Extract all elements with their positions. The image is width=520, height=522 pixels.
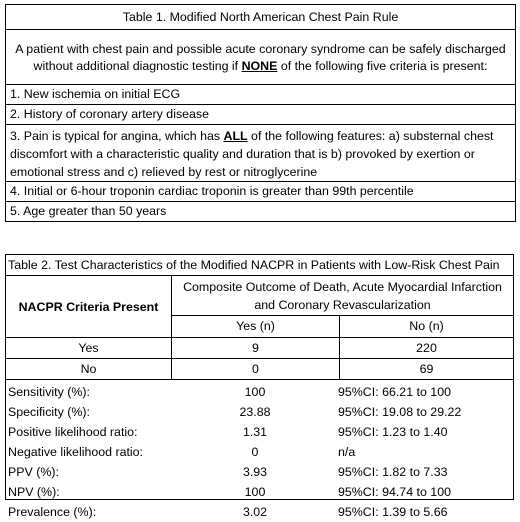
row-label: Yes (6, 338, 172, 358)
intro-text-b: of the following five criteria is present: (277, 59, 488, 73)
stat-value: 100 (244, 485, 266, 499)
stat-ci: 95%CI: 1.39 to 5.66 (338, 505, 448, 519)
header-subcolumns (172, 316, 513, 337)
stat-ci: n/a (338, 445, 356, 459)
stat-row (6, 382, 513, 402)
stat-row (6, 402, 513, 422)
stat-row (6, 422, 513, 442)
stat-row (6, 482, 513, 502)
header-outcome-group (172, 276, 513, 337)
stat-value: 0 (251, 445, 259, 459)
statistics-list (6, 380, 513, 522)
table-2 (5, 254, 514, 519)
stat-value: 3.02 (242, 505, 268, 519)
criterion-1: 1. New ischemia on initial ECG (6, 84, 515, 104)
stat-label: Positive likelihood ratio: (8, 425, 138, 439)
stat-value: 100 (244, 385, 266, 399)
row-no-count: 220 (416, 341, 437, 355)
stat-label: NPV (%): (8, 485, 60, 499)
row-yes-count: 9 (172, 338, 340, 358)
criterion-5: 5. Age greater than 50 years (6, 201, 515, 221)
row-label: No (6, 359, 172, 379)
criterion-3 (6, 124, 515, 181)
stat-row (6, 442, 513, 462)
stat-ci: 95%CI: 94.74 to 100 (338, 485, 451, 499)
criterion-4: 4. Initial or 6-hour troponin cardiac troponin is greater than 99th percentile (6, 181, 515, 201)
stat-ci: 95%CI: 1.23 to 1.40 (338, 425, 448, 439)
table-1-title: Table 1. Modified North American Chest Pain Rule (122, 10, 399, 24)
table-1-intro (6, 29, 515, 84)
header-no: No (n) (409, 319, 444, 333)
stat-label: Sensitivity (%): (8, 385, 90, 399)
intro-emphasis: NONE (241, 59, 278, 73)
stat-ci: 95%CI: 1.82 to 7.33 (338, 465, 448, 479)
criterion-3-text-b: of the following features: a) substernal chest discomfort with a characteristic quality and duration that is b) provoked by exertion or emotional stress and c) relieved by rest or nitroglycerine (10, 129, 494, 179)
table-2-title: Table 2. Test Characteristics of the Modified NACPR in Patients with Low-Risk Chest Pain (6, 255, 513, 276)
criterion-3-emphasis: ALL (223, 129, 248, 143)
criterion-2: 2. History of coronary artery disease (6, 104, 515, 124)
table-2-header (6, 276, 513, 338)
stat-label: Specificity (%): (8, 405, 90, 419)
stat-value: 1.31 (242, 425, 268, 439)
stat-ci: 95%CI: 19.08 to 29.22 (338, 405, 462, 419)
header-criteria-present: NACPR Criteria Present (6, 276, 172, 337)
stat-value: 23.88 (239, 405, 271, 419)
table-1 (5, 4, 516, 222)
row-no-count: 69 (419, 362, 434, 376)
stat-label: Negative likelihood ratio: (8, 445, 143, 459)
stat-row (6, 502, 513, 522)
header-yes: Yes (n) (172, 316, 340, 337)
row-yes-count: 0 (172, 359, 340, 379)
stat-row (6, 462, 513, 482)
table-row (6, 338, 513, 359)
stat-ci: 95%CI: 66.21 to 100 (338, 385, 451, 399)
stat-value: 3.93 (242, 465, 268, 479)
intro-text-a: A patient with chest pain and possible acute coronary syndrome can be safely discharged without additional diagnostic testing if (15, 42, 506, 73)
criterion-3-text-a: 3. Pain is typical for angina, which has (10, 129, 224, 143)
table-row (6, 359, 513, 380)
header-outcome: Composite Outcome of Death, Acute Myocardial Infarction and Coronary Revascularization (172, 276, 513, 316)
stat-label: Prevalence (%): (8, 505, 97, 519)
stat-label: PPV (%): (8, 465, 59, 479)
